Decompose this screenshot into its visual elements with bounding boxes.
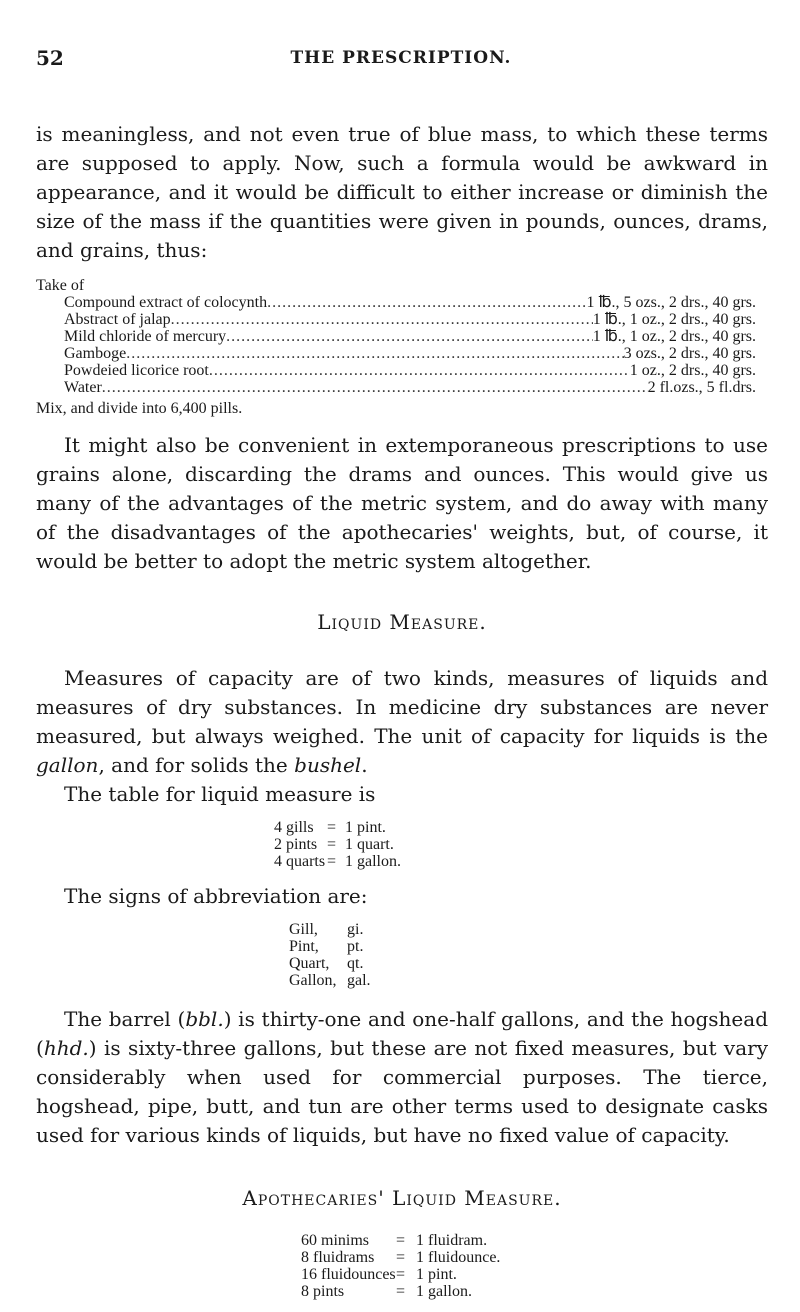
- recipe-quantity: 2 fl.ozs., 5 fl.drs.: [647, 379, 756, 396]
- term-gallon: gallon: [36, 753, 99, 777]
- leader-dots: [226, 328, 593, 345]
- recipe-ingredient: Abstract of jalap: [64, 311, 171, 328]
- list-item: Gallon, gal.: [289, 972, 371, 989]
- recipe-quantity: 1 ℔., 1 oz., 2 drs., 40 grs.: [592, 311, 756, 328]
- leader-dots: [171, 311, 593, 328]
- table-row: 8 fluidrams = 1 fluidounce.: [301, 1249, 501, 1266]
- recipe-ingredient: Gamboge: [64, 345, 127, 362]
- measure-right: 1 pint.: [345, 819, 386, 836]
- recipe-ingredient: Powdeied licorice root: [64, 362, 209, 379]
- abbreviation-list: [289, 921, 768, 989]
- recipe-ingredient: Water: [64, 379, 102, 396]
- measure-left: 2 pints: [274, 836, 318, 853]
- recipe-quantity: 1 ℔., 5 ozs., 2 drs., 40 grs.: [586, 294, 756, 311]
- table-row: 16 fluidounces = 1 pint.: [301, 1266, 457, 1283]
- measure-left: 16 fluidounces: [301, 1266, 396, 1283]
- recipe-take-of: Take of: [36, 277, 85, 294]
- measure-left: 8 fluidrams: [301, 1249, 375, 1266]
- leader-dots: [126, 345, 623, 362]
- section-heading-apothecaries-liquid-measure: Apothecaries' Liquid Measure.: [242, 1186, 562, 1210]
- recipe-formula: [36, 277, 768, 417]
- list-item: Quart, qt.: [289, 955, 364, 972]
- recipe-ingredient: Mild chloride of mercury: [64, 328, 227, 345]
- recipe-row: [64, 294, 756, 311]
- paragraph-2: It might also be convenient in extemporaneous prescriptions to use grains alone, discarding the drams and ounces. This would give us many of the advantages of the metric system, and do away with many of the disadvantages of the apothecaries' weights, but, of course, it would be better to adopt the metric system altogether.: [36, 433, 768, 573]
- term-bushel: bushel: [294, 753, 362, 777]
- recipe-ingredient: Compound extract of colocynth: [64, 294, 268, 311]
- measure-right: 1 gallon.: [416, 1283, 472, 1300]
- apothecaries-measure-table: [301, 1232, 768, 1300]
- measure-left: 8 pints: [301, 1283, 345, 1300]
- page-number: 52: [36, 46, 64, 70]
- leader-dots: [209, 362, 630, 379]
- measure-left: 60 minims: [301, 1232, 370, 1249]
- recipe-quantity: 3 ozs., 2 drs., 40 grs.: [623, 345, 756, 362]
- leader-dots: [267, 294, 586, 311]
- term-bbl: bbl.: [185, 1007, 224, 1031]
- recipe-quantity: 1 oz., 2 drs., 40 grs.: [629, 362, 756, 379]
- table-row: 60 minims = 1 fluidram.: [301, 1232, 488, 1249]
- recipe-row: [64, 345, 756, 362]
- recipe-mix-instruction: Mix, and divide into 6,400 pills.: [36, 400, 243, 417]
- paragraph-4: The table for liquid measure is: [64, 782, 376, 806]
- paragraph-5: The signs of abbreviation are:: [64, 884, 368, 908]
- recipe-row: [64, 362, 756, 379]
- measure-right: 1 pint.: [416, 1266, 457, 1283]
- term-hhd: hhd.: [43, 1036, 89, 1060]
- measure-right: 1 gallon.: [345, 853, 401, 870]
- list-item: Gill, gi.: [289, 921, 364, 938]
- table-row: 4 gills = 1 pint.: [274, 819, 386, 836]
- leader-dots: [102, 379, 648, 396]
- recipe-row: [64, 311, 756, 328]
- table-row: 8 pints = 1 gallon.: [301, 1283, 472, 1300]
- recipe-row: [64, 328, 756, 345]
- list-item: Pint, pt.: [289, 938, 364, 955]
- measure-left: 4 gills: [274, 819, 314, 836]
- section-heading-liquid-measure: Liquid Measure.: [317, 610, 487, 634]
- page-body: [36, 120, 768, 1312]
- table-row: 2 pints = 1 quart.: [274, 836, 394, 853]
- table-row: 4 quarts = 1 gallon.: [274, 853, 401, 870]
- paragraph-3: Measures of capacity are of two kinds, measures of liquids and measures of dry substances. In medicine dry substances are never measured, but always weighed. The unit of capacity for liquids is the gallon, and for solids the bushel.: [36, 666, 768, 777]
- page-header: [36, 46, 766, 76]
- paragraph-6: The barrel (bbl.) is thirty-one and one-half gallons, and the hogshead (hhd.) is sixty-three gallons, but these are not fixed measures, but vary considerably when used for commercial purposes. The tierce, hogshead, pipe, butt, and tun are other terms used to designate casks used for various kinds of liquids, but have no fixed value of capacity.: [36, 1007, 768, 1147]
- recipe-row: [64, 379, 756, 396]
- paragraph-1: is meaningless, and not even true of blue mass, to which these terms are supposed to apply. Now, such a formula would be awkward in appearance, and it would be difficult to either increase or diminish the size of the mass if the quantities were given in pounds, ounces, drams, and grains, thus:: [36, 122, 768, 262]
- measure-left: 4 quarts: [274, 853, 326, 870]
- measure-right: 1 fluidram.: [416, 1232, 488, 1249]
- measure-right: 1 quart.: [345, 836, 394, 853]
- running-title: THE PRESCRIPTION.: [290, 48, 512, 68]
- recipe-quantity: 1 ℔., 1 oz., 2 drs., 40 grs.: [592, 328, 756, 345]
- measure-right: 1 fluidounce.: [416, 1249, 501, 1266]
- liquid-measure-table: [274, 819, 768, 870]
